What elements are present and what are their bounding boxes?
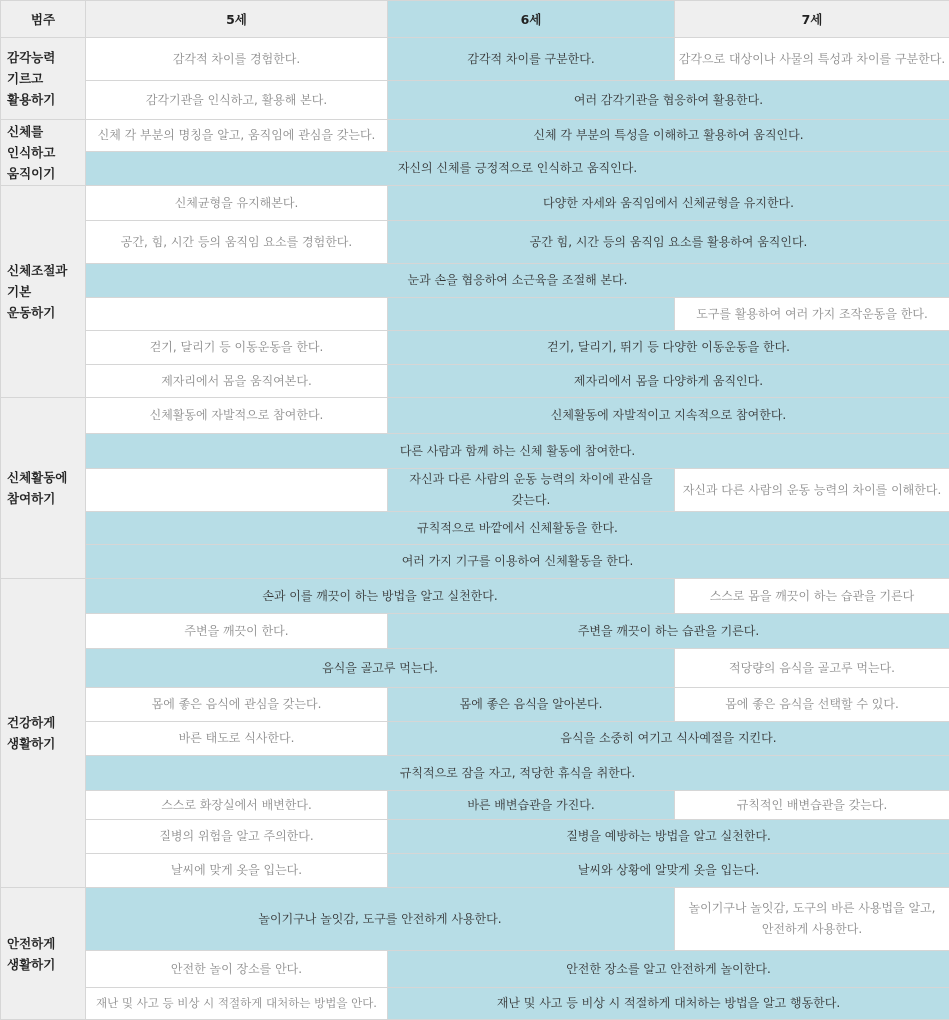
table-row bbox=[1, 120, 949, 152]
table-row bbox=[1, 791, 949, 820]
cell: 제자리에서 몸을 움직여본다. bbox=[86, 365, 388, 398]
table-row bbox=[1, 434, 949, 469]
cell: 신체활동에 자발적으로 참여한다. bbox=[86, 398, 388, 434]
cell: 안전한 장소를 알고 안전하게 놀이한다. bbox=[388, 951, 949, 988]
cell: 여러 감각기관을 협응하여 활용한다. bbox=[388, 81, 949, 120]
cell: 날씨에 맞게 옷을 입는다. bbox=[86, 854, 388, 888]
cell-empty bbox=[388, 298, 675, 331]
cell: 놀이기구나 놀잇감, 도구를 안전하게 사용한다. bbox=[86, 888, 675, 951]
cell: 공간 힘, 시간 등의 움직임 요소를 활용하여 움직인다. bbox=[388, 221, 949, 264]
table-row bbox=[1, 398, 949, 434]
cell: 감각적 차이를 경험한다. bbox=[86, 38, 388, 81]
category-cell: 감각능력 기르고 활용하기 bbox=[1, 38, 86, 120]
cell: 주변을 깨끗이 한다. bbox=[86, 614, 388, 649]
table-row bbox=[1, 221, 949, 264]
cell: 다른 사람과 함께 하는 신체 활동에 참여한다. bbox=[86, 434, 949, 469]
table-row bbox=[1, 186, 949, 221]
cell: 몸에 좋은 음식을 알아본다. bbox=[388, 688, 675, 722]
cell: 바른 배변습관을 가진다. bbox=[388, 791, 675, 820]
cell: 재난 및 사고 등 비상 시 적절하게 대처하는 방법을 알고 행동한다. bbox=[388, 988, 949, 1020]
header-age6: 6세 bbox=[388, 1, 675, 38]
cell: 신체 각 부분의 명칭을 알고, 움직임에 관심을 갖는다. bbox=[86, 120, 388, 152]
cell: 감각기관을 인식하고, 활용해 본다. bbox=[86, 81, 388, 120]
cell: 음식을 소중히 여기고 식사예절을 지킨다. bbox=[388, 722, 949, 756]
table-row bbox=[1, 38, 949, 81]
category-cell: 건강하게 생활하기 bbox=[1, 579, 86, 888]
table-row bbox=[1, 579, 949, 614]
cell: 주변을 깨끗이 하는 습관을 기른다. bbox=[388, 614, 949, 649]
cell: 음식을 골고루 먹는다. bbox=[86, 649, 675, 688]
table-row bbox=[1, 469, 949, 512]
cell: 신체활동에 자발적이고 지속적으로 참여한다. bbox=[388, 398, 949, 434]
cell: 걷기, 달리기 등 이동운동을 한다. bbox=[86, 331, 388, 365]
cell: 질병을 예방하는 방법을 알고 실천한다. bbox=[388, 820, 949, 854]
table-row bbox=[1, 988, 949, 1020]
table-row bbox=[1, 688, 949, 722]
table-row bbox=[1, 649, 949, 688]
cell-empty bbox=[86, 298, 388, 331]
cell: 감각적 차이를 구분한다. bbox=[388, 38, 675, 81]
cell: 다양한 자세와 움직임에서 신체균형을 유지한다. bbox=[388, 186, 949, 221]
category-cell: 신체활동에 참여하기 bbox=[1, 398, 86, 579]
cell: 놀이기구나 놀잇감, 도구의 바른 사용법을 알고, 안전하게 사용한다. bbox=[675, 888, 949, 951]
header-row bbox=[1, 1, 949, 38]
table-row bbox=[1, 888, 949, 951]
table-row bbox=[1, 365, 949, 398]
cell: 날씨와 상황에 알맞게 옷을 입는다. bbox=[388, 854, 949, 888]
cell: 여러 가지 기구를 이용하여 신체활동을 한다. bbox=[86, 545, 949, 579]
cell: 공간, 힘, 시간 등의 움직임 요소를 경험한다. bbox=[86, 221, 388, 264]
table-row bbox=[1, 298, 949, 331]
cell: 몸에 좋은 음식을 선택할 수 있다. bbox=[675, 688, 949, 722]
category-cell: 신체를 인식하고 움직이기 bbox=[1, 120, 86, 186]
cell: 신체균형을 유지해본다. bbox=[86, 186, 388, 221]
cell: 감각으로 대상이나 사물의 특성과 차이를 구분한다. bbox=[675, 38, 949, 81]
table-row bbox=[1, 512, 949, 545]
header-category: 범주 bbox=[1, 1, 86, 38]
cell: 규칙적으로 바깥에서 신체활동을 한다. bbox=[86, 512, 949, 545]
header-age5: 5세 bbox=[86, 1, 388, 38]
cell: 눈과 손을 협응하여 소근육을 조절해 본다. bbox=[86, 264, 949, 298]
header-age7: 7세 bbox=[675, 1, 949, 38]
cell: 자신의 신체를 긍정적으로 인식하고 움직인다. bbox=[86, 152, 949, 186]
category-cell: 신체조절과 기본 운동하기 bbox=[1, 186, 86, 398]
cell: 손과 이를 깨끗이 하는 방법을 알고 실천한다. bbox=[86, 579, 675, 614]
cell: 바른 태도로 식사한다. bbox=[86, 722, 388, 756]
table-row bbox=[1, 854, 949, 888]
table-row bbox=[1, 951, 949, 988]
table-row bbox=[1, 81, 949, 120]
category-cell: 안전하게 생활하기 bbox=[1, 888, 86, 1020]
cell: 자신과 다른 사람의 운동 능력의 차이에 관심을 갖는다. bbox=[388, 469, 675, 512]
table-row bbox=[1, 152, 949, 186]
table-row bbox=[1, 545, 949, 579]
cell: 신체 각 부분의 특성을 이해하고 활용하여 움직인다. bbox=[388, 120, 949, 152]
table-row bbox=[1, 331, 949, 365]
cell: 안전한 놀이 장소를 안다. bbox=[86, 951, 388, 988]
cell: 재난 및 사고 등 비상 시 적절하게 대처하는 방법을 안다. bbox=[86, 988, 388, 1020]
table-row bbox=[1, 756, 949, 791]
cell: 자신과 다른 사람의 운동 능력의 차이를 이해한다. bbox=[675, 469, 949, 512]
cell: 질병의 위험을 알고 주의한다. bbox=[86, 820, 388, 854]
cell: 스스로 화장실에서 배변한다. bbox=[86, 791, 388, 820]
cell: 스스로 몸을 깨끗이 하는 습관을 기른다 bbox=[675, 579, 949, 614]
table-row bbox=[1, 820, 949, 854]
cell: 규칙적으로 잠을 자고, 적당한 휴식을 취한다. bbox=[86, 756, 949, 791]
table-row bbox=[1, 264, 949, 298]
cell-empty bbox=[86, 469, 388, 512]
cell: 적당량의 음식을 골고루 먹는다. bbox=[675, 649, 949, 688]
cell: 몸에 좋은 음식에 관심을 갖는다. bbox=[86, 688, 388, 722]
table-row bbox=[1, 614, 949, 649]
cell: 규칙적인 배변습관을 갖는다. bbox=[675, 791, 949, 820]
table-row bbox=[1, 722, 949, 756]
cell: 걷기, 달리기, 뛰기 등 다양한 이동운동을 한다. bbox=[388, 331, 949, 365]
cell: 도구를 활용하여 여러 가지 조작운동을 한다. bbox=[675, 298, 949, 331]
cell: 제자리에서 몸을 다양하게 움직인다. bbox=[388, 365, 949, 398]
